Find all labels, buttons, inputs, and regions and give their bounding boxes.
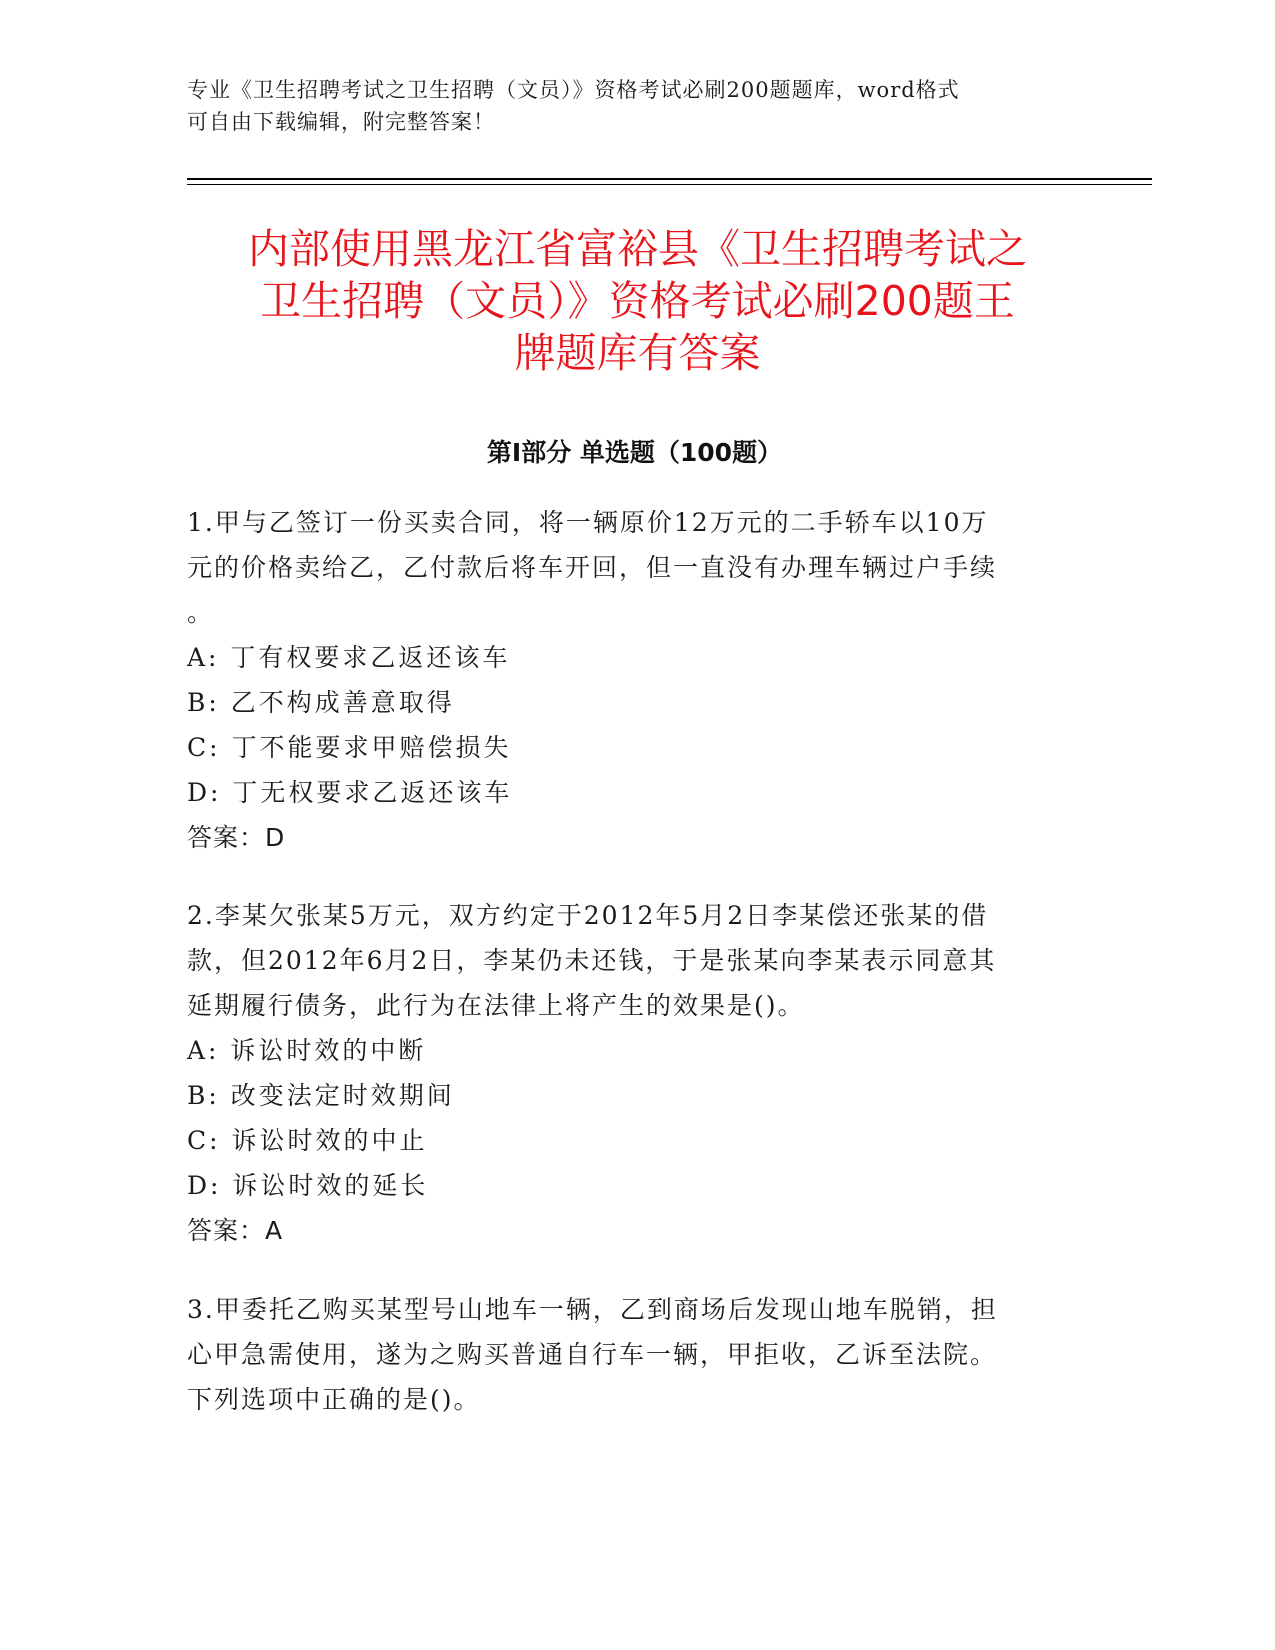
header-divider: [187, 178, 1152, 180]
option-b: B: 乙不构成善意取得: [187, 688, 455, 717]
title-line: 内部使用黑龙江省富裕县《卫生招聘考试之: [248, 225, 1027, 273]
question-stem: 延期履行债务，此行为在法律上将产生的效果是()。: [187, 991, 805, 1020]
title-line: 卫生招聘（文员）》资格考试必刷200题王: [260, 277, 1015, 325]
section-title: 第Ⅰ部分 单选题（100题）: [486, 438, 783, 467]
header-note-line: 可自由下载编辑，附完整答案！: [187, 110, 495, 134]
header-divider: [187, 184, 1152, 185]
option-a: A: 丁有权要求乙返还该车: [187, 643, 511, 672]
question-stem: 下列选项中正确的是()。: [187, 1385, 481, 1414]
question-stem: 。: [187, 598, 215, 627]
question-stem: 款，但2012年6月2日，李某仍未还钱，于是张某向李某表示同意其: [187, 946, 997, 975]
option-d: D: 丁无权要求乙返还该车: [187, 778, 513, 807]
question-3: [187, 1287, 1067, 1422]
question-stem: 3.甲委托乙购买某型号山地车一辆，乙到商场后发现山地车脱销，担: [187, 1295, 998, 1324]
option-c: C: 丁不能要求甲赔偿损失: [187, 733, 512, 762]
answer: 答案：A: [187, 1216, 284, 1245]
option-a: A: 诉讼时效的中断: [187, 1036, 427, 1065]
question-stem: 2.李某欠张某5万元，双方约定于2012年5月2日李某偿还张某的借: [187, 901, 989, 930]
option-d: D: 诉讼时效的延长: [187, 1171, 429, 1200]
title-line: 牌题库有答案: [514, 329, 761, 377]
header-note: [187, 74, 1067, 138]
option-b: B: 改变法定时效期间: [187, 1081, 455, 1110]
question-stem: 1.甲与乙签订一份买卖合同，将一辆原价12万元的二手轿车以10万: [187, 508, 989, 537]
document-title: [190, 223, 1085, 379]
question-2: [187, 893, 1067, 1253]
option-c: C: 诉讼时效的中止: [187, 1126, 428, 1155]
question-stem: 心甲急需使用，遂为之购买普通自行车一辆，甲拒收，乙诉至法院。: [187, 1340, 998, 1369]
question-1: [187, 500, 1067, 860]
answer: 答案：D: [187, 823, 286, 852]
question-stem: 元的价格卖给乙，乙付款后将车开回，但一直没有办理车辆过户手续: [187, 553, 998, 582]
header-note-line: 专业《卫生招聘考试之卫生招聘（文员）》资格考试必刷200题题库，word格式: [187, 78, 960, 102]
